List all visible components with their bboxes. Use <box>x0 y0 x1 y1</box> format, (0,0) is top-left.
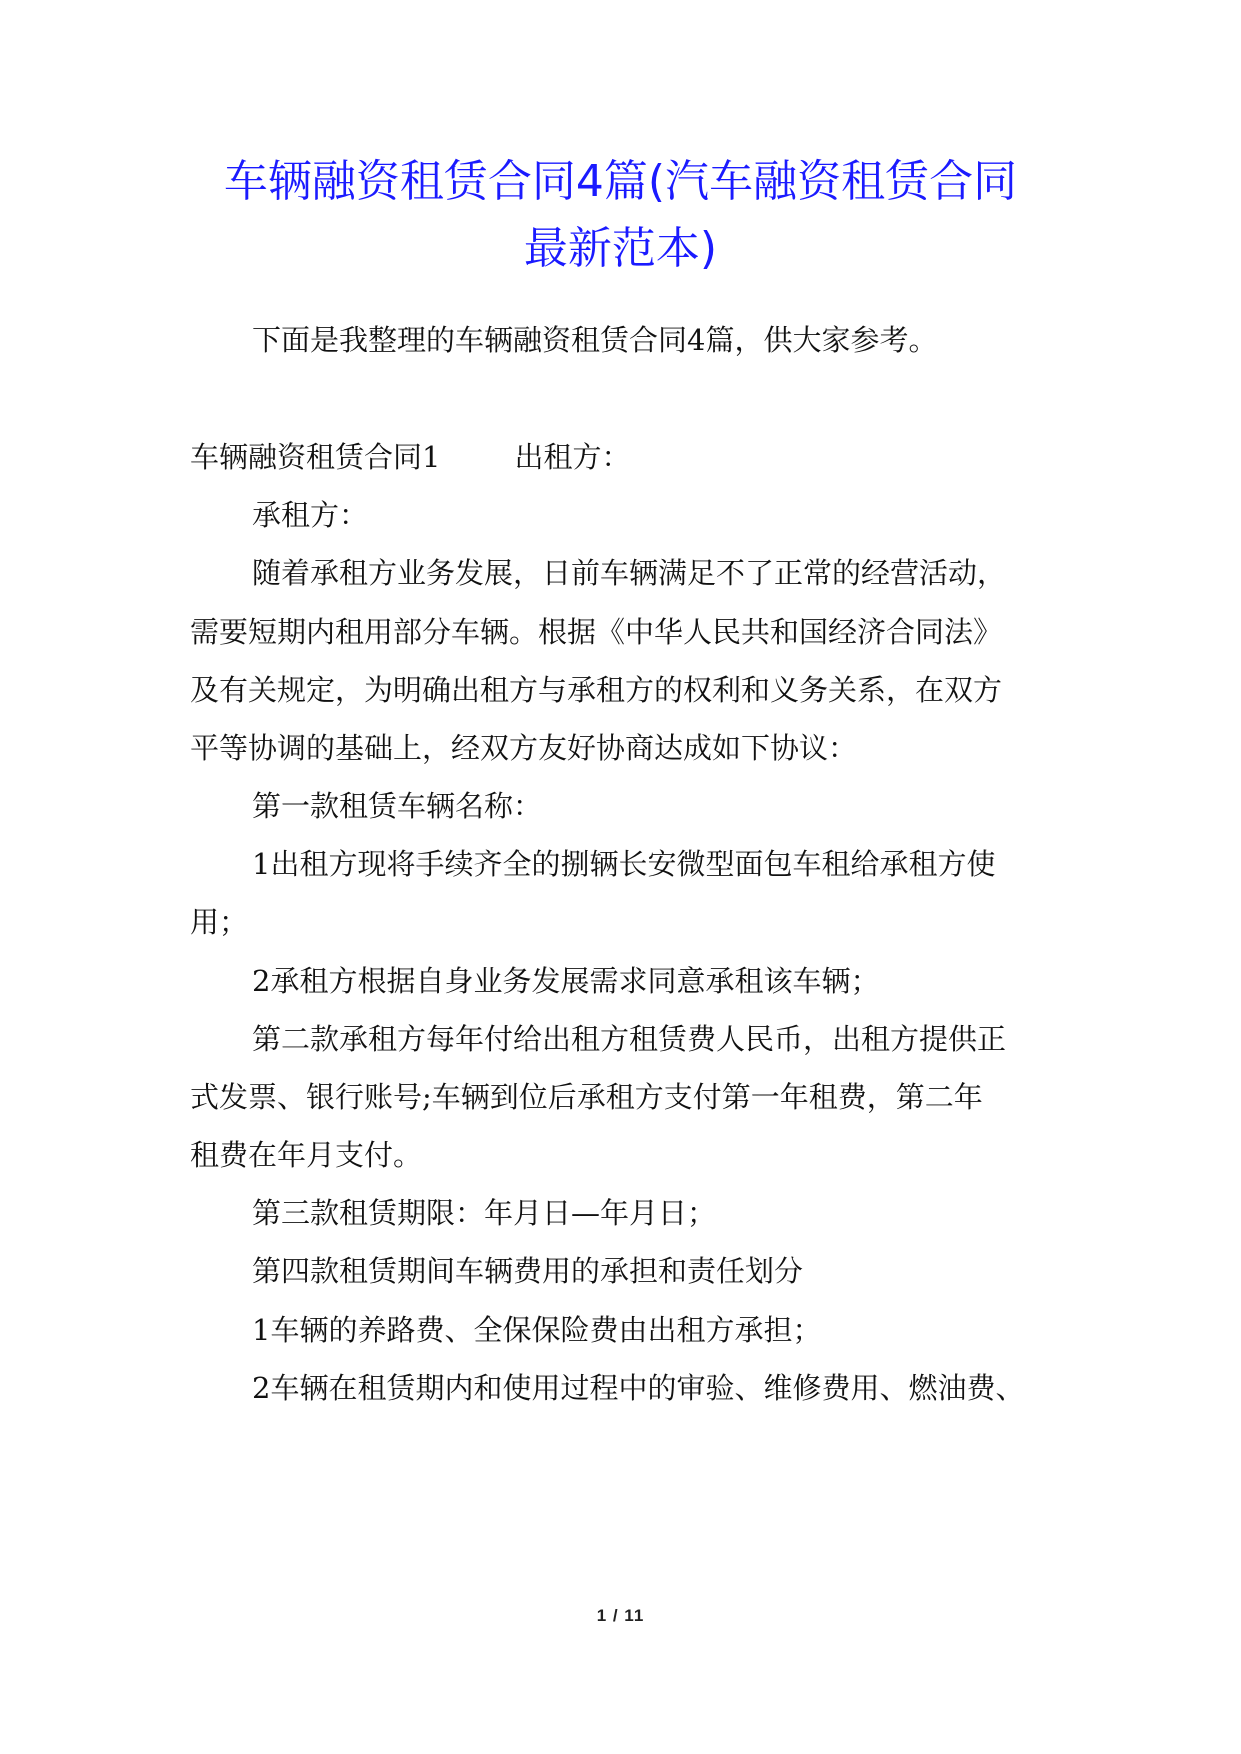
contract1-heading: 车辆融资租赁合同1 <box>190 440 441 474</box>
body-line: 随着承租方业务发展，日前车辆满足不了正常的经营活动， <box>252 556 1007 590</box>
body-line: 第一款租赁车辆名称： <box>252 789 543 823</box>
contract-heading-line <box>190 437 1070 477</box>
body-line: 第三款租赁期限：年月日—年月日； <box>252 1196 717 1230</box>
lessee-label: 承租方： <box>252 498 369 532</box>
body-line: 1出租方现将手续齐全的捌辆长安微型面包车租给承租方使 <box>252 847 996 881</box>
intro-paragraph: 下面是我整理的车辆融资租赁合同4篇，供大家参考。 <box>252 323 938 357</box>
body-line: 租费在年月支付。 <box>190 1138 423 1172</box>
body-line: 第四款租赁期间车辆费用的承担和责任划分 <box>252 1254 804 1288</box>
body-line: 需要短期内租用部分车辆。根据《中华人民共和国经济合同法》 <box>190 615 1003 649</box>
body-line: 及有关规定，为明确出租方与承租方的权利和义务关系，在双方 <box>190 673 1003 707</box>
body-line: 用； <box>190 905 249 939</box>
page-number: 1 / 11 <box>596 1606 645 1625</box>
body-line: 平等协调的基础上，经双方友好协商达成如下协议： <box>190 731 858 765</box>
document-title-line1: 车辆融资租赁合同4篇(汽车融资租赁合同 <box>223 156 1018 207</box>
body-line: 第二款承租方每年付给出租方租赁费人民币，出租方提供正 <box>252 1022 1007 1056</box>
body-line: 2车辆在租赁期内和使用过程中的审验、维修费用、燃油费、 <box>252 1371 1025 1405</box>
body-line: 2承租方根据自身业务发展需求同意承租该车辆； <box>252 964 880 998</box>
body-line: 1车辆的养路费、全保保险费由出租方承担； <box>252 1313 822 1347</box>
body-line: 式发票、银行账号;车辆到位后承租方支付第一年租费，第二年 <box>190 1080 983 1114</box>
lessor-label: 出租方： <box>514 440 631 474</box>
document-title-line2: 最新范本) <box>523 223 718 274</box>
